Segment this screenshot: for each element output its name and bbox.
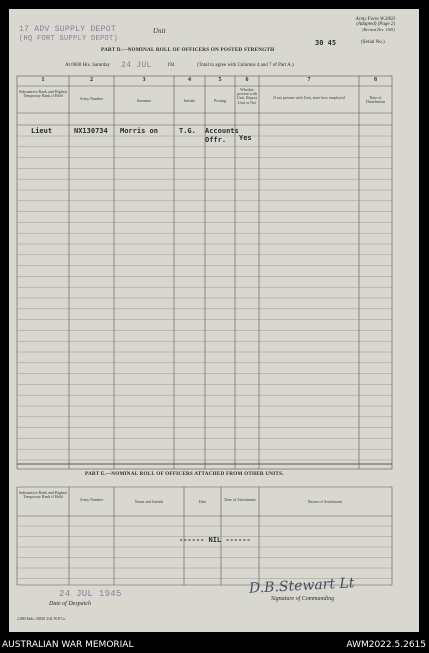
part-e-column-headers bbox=[17, 488, 392, 515]
entry-posting-line1: Accounts bbox=[205, 127, 239, 135]
form-page bbox=[9, 9, 419, 632]
part-d-column-numbers bbox=[17, 77, 392, 86]
signatory-label: Signature of Commanding bbox=[271, 596, 335, 602]
unit-stamp-line1: 17 ADV SUPPLY DEPOT bbox=[19, 25, 116, 34]
col-header-rank: Substantive Rank and Highest Temporary Rank if Held bbox=[18, 89, 68, 99]
entry-surname: Morris on bbox=[120, 127, 158, 135]
unit-stamp-line2: (HQ FORT SUPPLY DEPOT) bbox=[19, 35, 119, 43]
col-header-posting: Posting bbox=[213, 98, 226, 103]
e-col-header-name: Name and Initials bbox=[134, 499, 164, 504]
e-col-header-rank: Substantive Rank and Highest Temporary Rank if Held bbox=[18, 490, 68, 500]
col-header-detachment-date: Date of Detachment bbox=[365, 95, 386, 105]
col-number-4: 4 bbox=[188, 77, 191, 83]
entry-initials: T.G. bbox=[179, 127, 196, 135]
e-col-header-attachment-date: Date of Attachment bbox=[224, 497, 256, 502]
part-d-at-time: At 0600 Hrs. Saturday bbox=[65, 63, 110, 68]
despatch-label: Date of Despatch bbox=[49, 601, 91, 607]
col-header-how-employed: If not present with Unit, state how employed bbox=[273, 95, 345, 100]
part-d-entry-row bbox=[9, 127, 419, 147]
col-number-8: 8 bbox=[374, 77, 377, 83]
col-number-6: 6 bbox=[245, 77, 249, 83]
e-col-header-army-number: Army Number bbox=[79, 497, 104, 502]
archive-reference: AWM2022.5.2615 bbox=[346, 640, 426, 650]
form-adapted: (Adapted) (Page 2) bbox=[356, 22, 395, 27]
col-header-initials: Initials bbox=[183, 98, 196, 103]
col-header-army-number: Army Number bbox=[79, 96, 104, 101]
unit-label: Unit bbox=[153, 27, 166, 35]
serial-label: (Serial No.) bbox=[361, 40, 385, 45]
part-d-date-stamp: 24 JUL bbox=[121, 61, 152, 70]
serial-number: 30 45 bbox=[315, 39, 337, 47]
print-line: 2,000 Pads. 33830 3/41 W.P.Co. bbox=[17, 617, 66, 621]
archive-source: AUSTRALIAN WAR MEMORIAL bbox=[2, 640, 134, 650]
archive-footer bbox=[0, 637, 429, 653]
part-d-column-headers bbox=[17, 88, 392, 112]
entry-present: Yes bbox=[239, 134, 252, 142]
signature: D.B.Stewart Lt bbox=[248, 575, 355, 597]
form-revised: (Revised Dec. 1941) bbox=[362, 27, 395, 32]
part-e-nil: ------ NIL ------ bbox=[179, 536, 251, 544]
col-number-3: 3 bbox=[142, 77, 146, 83]
col-number-5: 5 bbox=[218, 77, 222, 83]
col-number-1: 1 bbox=[41, 77, 45, 83]
col-header-surname: Surname bbox=[136, 98, 152, 103]
part-d-title: PART D.—NOMINAL ROLL OF OFFICERS ON POSTED STRENGTH bbox=[101, 47, 275, 53]
entry-army-number: NX130734 bbox=[74, 127, 108, 135]
col-number-2: 2 bbox=[90, 77, 93, 83]
col-number-7: 7 bbox=[307, 77, 311, 83]
despatch-date-stamp: 24 JUL 1945 bbox=[59, 589, 122, 599]
part-d-year: 194 bbox=[167, 63, 175, 68]
e-col-header-date: Date bbox=[198, 499, 207, 504]
e-col-header-nature: Nature of Attachment bbox=[307, 499, 343, 504]
entry-posting-line2: Offr. bbox=[205, 136, 227, 144]
entry-rank: Lieut bbox=[31, 127, 53, 135]
part-e-title: PART E.—NOMINAL ROLL OF OFFICERS ATTACHED FROM OTHER UNITS. bbox=[85, 471, 284, 477]
col-header-present: Whether present with Unit, Report Unit or Not bbox=[237, 87, 257, 105]
part-d-total-note: (Total to agree with Columns 4 and 7 of Part A.) bbox=[197, 63, 294, 68]
form-number: Army Form W.3003 bbox=[355, 17, 395, 22]
